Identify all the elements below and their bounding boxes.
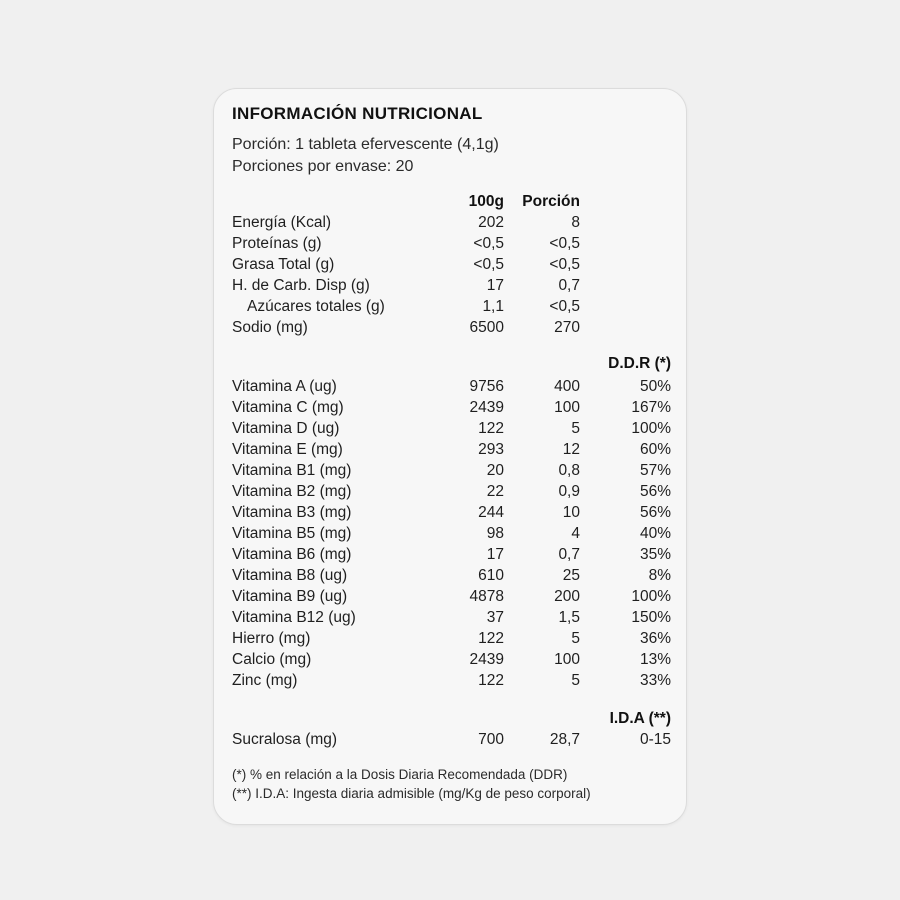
value-ida: 0-15 <box>639 731 671 748</box>
table-row <box>232 544 669 565</box>
column-header-100g: 100g <box>468 193 504 210</box>
nutrient-label: Grasa Total (g) <box>232 256 335 273</box>
value-per-portion: 4 <box>571 525 580 542</box>
nutrient-label: Zinc (mg) <box>232 672 298 689</box>
value-per-100g: <0,5 <box>473 256 504 273</box>
nutrient-label: Vitamina B8 (ug) <box>232 567 348 584</box>
nutrient-label: Vitamina E (mg) <box>232 441 343 458</box>
nutrient-label: H. de Carb. Disp (g) <box>232 277 370 294</box>
footnote-ddr: (*) % en relación a la Dosis Diaria Recomendada (DDR) <box>232 767 568 782</box>
nutrition-label-card <box>213 88 687 825</box>
value-per-100g: 700 <box>478 731 504 748</box>
nutrient-label: Sodio (mg) <box>232 319 308 336</box>
nutrient-label: Vitamina D (ug) <box>232 420 340 437</box>
empty-cell <box>504 353 580 374</box>
empty-cell <box>504 708 580 729</box>
value-per-portion: 5 <box>571 630 580 647</box>
value-per-100g: 20 <box>486 462 504 479</box>
value-per-portion: 0,7 <box>558 546 580 563</box>
column-header-row <box>232 191 669 212</box>
table-row <box>232 439 669 460</box>
value-per-100g: 17 <box>486 546 504 563</box>
value-per-portion: 28,7 <box>549 731 580 748</box>
table-row <box>232 481 669 502</box>
value-per-100g: 1,1 <box>482 298 504 315</box>
value-per-portion: <0,5 <box>549 235 580 252</box>
value-per-100g: 17 <box>486 277 504 294</box>
value-per-portion: 400 <box>554 378 580 395</box>
empty-cell <box>442 708 504 729</box>
macronutrients-section <box>232 212 669 338</box>
nutrient-label: Azúcares totales (g) <box>247 298 385 315</box>
value-per-100g: 2439 <box>469 651 504 668</box>
nutrient-label: Vitamina B2 (mg) <box>232 483 352 500</box>
ida-header-row <box>232 708 669 729</box>
footnotes-section <box>232 766 669 803</box>
value-ddr-percent: 36% <box>639 630 671 647</box>
value-per-portion: 12 <box>562 441 580 458</box>
value-ddr-percent: 150% <box>631 609 671 626</box>
nutrient-label: Proteínas (g) <box>232 235 322 252</box>
empty-cell <box>580 317 671 338</box>
table-row <box>232 586 669 607</box>
nutrient-label: Vitamina B3 (mg) <box>232 504 352 521</box>
servings-per-container-line: Porciones por envase: 20 <box>232 158 414 175</box>
column-header-spacer <box>232 191 442 212</box>
value-per-portion: 5 <box>571 420 580 437</box>
empty-cell <box>442 353 504 374</box>
value-ddr-percent: 57% <box>639 462 671 479</box>
empty-cell <box>232 353 442 374</box>
nutrient-label: Vitamina B6 (mg) <box>232 546 352 563</box>
value-ddr-percent: 60% <box>639 441 671 458</box>
value-per-100g: 98 <box>486 525 504 542</box>
table-row <box>232 296 669 317</box>
value-per-100g: 37 <box>486 609 504 626</box>
value-ddr-percent: 167% <box>631 399 671 416</box>
value-per-portion: 0,7 <box>558 277 580 294</box>
value-ddr-percent: 56% <box>639 504 671 521</box>
nutrition-label-title: INFORMACIÓN NUTRICIONAL <box>232 104 483 123</box>
value-per-portion: <0,5 <box>549 256 580 273</box>
empty-cell <box>580 212 671 233</box>
nutrient-label: Vitamina B9 (ug) <box>232 588 348 605</box>
table-row <box>232 275 669 296</box>
value-ddr-percent: 35% <box>639 546 671 563</box>
ida-column-header: I.D.A (**) <box>609 710 671 727</box>
nutrient-label: Sucralosa (mg) <box>232 731 338 748</box>
vitamins-minerals-section <box>232 376 669 691</box>
value-per-100g: 122 <box>478 420 504 437</box>
value-per-100g: 9756 <box>469 378 504 395</box>
table-row <box>232 376 669 397</box>
value-per-100g: 244 <box>478 504 504 521</box>
value-per-portion: 8 <box>571 214 580 231</box>
value-ddr-percent: 33% <box>639 672 671 689</box>
serving-info <box>232 134 669 178</box>
empty-cell <box>580 296 671 317</box>
empty-cell <box>580 275 671 296</box>
value-per-100g: 293 <box>478 441 504 458</box>
table-row <box>232 460 669 481</box>
value-per-100g: 202 <box>478 214 504 231</box>
table-row <box>232 317 669 338</box>
value-per-portion: 5 <box>571 672 580 689</box>
value-per-portion: 0,8 <box>558 462 580 479</box>
table-row <box>232 233 669 254</box>
value-per-portion: 100 <box>554 651 580 668</box>
value-ddr-percent: 56% <box>639 483 671 500</box>
table-row <box>232 607 669 628</box>
nutrient-label: Energía (Kcal) <box>232 214 332 231</box>
value-per-portion: 200 <box>554 588 580 605</box>
table-row <box>232 418 669 439</box>
column-header-porcion: Porción <box>522 193 580 210</box>
value-per-100g: 610 <box>478 567 504 584</box>
table-row <box>232 523 669 544</box>
table-row <box>232 628 669 649</box>
value-ddr-percent: 100% <box>631 420 671 437</box>
table-row <box>232 502 669 523</box>
nutrient-label: Hierro (mg) <box>232 630 311 647</box>
value-ddr-percent: 8% <box>648 567 671 584</box>
nutrient-label: Vitamina A (ug) <box>232 378 337 395</box>
empty-cell <box>232 708 442 729</box>
value-ddr-percent: 40% <box>639 525 671 542</box>
value-per-portion: 25 <box>562 567 580 584</box>
value-per-100g: <0,5 <box>473 235 504 252</box>
value-ddr-percent: 13% <box>639 651 671 668</box>
value-per-portion: 270 <box>554 319 580 336</box>
value-per-portion: 1,5 <box>558 609 580 626</box>
table-row <box>232 670 669 691</box>
value-ddr-percent: 50% <box>639 378 671 395</box>
table-row <box>232 212 669 233</box>
nutrient-label: Vitamina B1 (mg) <box>232 462 352 479</box>
empty-cell <box>580 233 671 254</box>
table-row <box>232 565 669 586</box>
value-ddr-percent: 100% <box>631 588 671 605</box>
column-header-spacer <box>580 191 671 212</box>
value-per-100g: 122 <box>478 630 504 647</box>
table-row <box>232 649 669 670</box>
value-per-portion: 0,9 <box>558 483 580 500</box>
nutrient-label: Vitamina B12 (ug) <box>232 609 356 626</box>
value-per-100g: 6500 <box>469 319 504 336</box>
nutrient-label: Vitamina B5 (mg) <box>232 525 352 542</box>
value-per-100g: 22 <box>486 483 504 500</box>
ddr-column-header: D.D.R (*) <box>608 355 671 372</box>
sucralosa-row <box>232 729 669 750</box>
value-per-100g: 4878 <box>469 588 504 605</box>
table-row <box>232 254 669 275</box>
value-per-portion: <0,5 <box>549 298 580 315</box>
nutrient-label: Vitamina C (mg) <box>232 399 344 416</box>
value-per-100g: 2439 <box>469 399 504 416</box>
value-per-100g: 122 <box>478 672 504 689</box>
footnote-ida: (**) I.D.A: Ingesta diaria admisible (mg/Kg de peso corporal) <box>232 785 591 801</box>
serving-size-line: Porción: 1 tableta efervescente (4,1g) <box>232 136 499 153</box>
value-per-portion: 100 <box>554 399 580 416</box>
empty-cell <box>580 254 671 275</box>
nutrient-label: Calcio (mg) <box>232 651 312 668</box>
table-row <box>232 397 669 418</box>
value-per-portion: 10 <box>562 504 580 521</box>
ddr-header-row <box>232 353 669 374</box>
